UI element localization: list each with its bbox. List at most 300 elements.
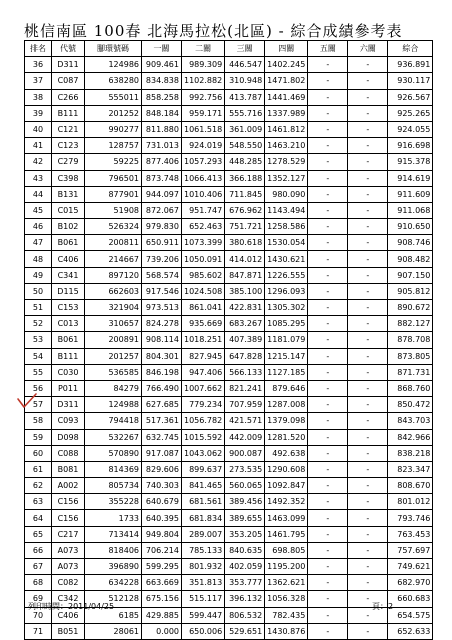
cell-stage5: - bbox=[308, 138, 348, 154]
cell-stage5: - bbox=[308, 607, 348, 623]
cell-code: D115 bbox=[52, 283, 85, 299]
table-row bbox=[25, 559, 433, 575]
cell-ring-number: 570890 bbox=[85, 445, 142, 461]
cell-rank: 45 bbox=[25, 202, 52, 218]
cell-ring-number: 638280 bbox=[85, 73, 142, 89]
table-row bbox=[25, 623, 433, 639]
cell-stage4: 1430.876 bbox=[265, 623, 308, 639]
cell-stage2: 841.465 bbox=[182, 478, 225, 494]
cell-stage1: 650.911 bbox=[142, 235, 182, 251]
cell-rank: 52 bbox=[25, 316, 52, 332]
cell-stage2: 827.945 bbox=[182, 348, 225, 364]
cell-stage2: 1057.293 bbox=[182, 154, 225, 170]
cell-stage3: 751.721 bbox=[225, 219, 265, 235]
table-row bbox=[25, 364, 433, 380]
cell-stage5: - bbox=[308, 267, 348, 283]
cell-overall: 908.746 bbox=[388, 235, 433, 251]
cell-rank: 69 bbox=[25, 591, 52, 607]
cell-stage1: 877.406 bbox=[142, 154, 182, 170]
cell-stage2: 924.019 bbox=[182, 138, 225, 154]
cell-ring-number: 124988 bbox=[85, 397, 142, 413]
cell-stage5: - bbox=[308, 170, 348, 186]
cell-stage6: - bbox=[348, 510, 388, 526]
cell-stage1: 917.546 bbox=[142, 283, 182, 299]
results-table bbox=[24, 40, 433, 640]
cell-ring-number: 555011 bbox=[85, 89, 142, 105]
cell-code: C015 bbox=[52, 202, 85, 218]
cell-stage6: - bbox=[348, 623, 388, 639]
cell-code: B061 bbox=[52, 235, 85, 251]
cell-ring-number: 51908 bbox=[85, 202, 142, 218]
cell-stage3: 707.959 bbox=[225, 397, 265, 413]
cell-ring-number: 124986 bbox=[85, 57, 142, 73]
cell-overall: 930.117 bbox=[388, 73, 433, 89]
cell-ring-number: 877901 bbox=[85, 186, 142, 202]
cell-stage3: 396.132 bbox=[225, 591, 265, 607]
table-row bbox=[25, 121, 433, 137]
cell-overall: 924.055 bbox=[388, 121, 433, 137]
cell-stage3: 353.205 bbox=[225, 526, 265, 542]
cell-ring-number: 526324 bbox=[85, 219, 142, 235]
cell-stage5: - bbox=[308, 332, 348, 348]
header-stage5: 五關 bbox=[308, 41, 348, 57]
cell-stage5: - bbox=[308, 202, 348, 218]
cell-overall: 890.672 bbox=[388, 300, 433, 316]
cell-stage1: 517.361 bbox=[142, 413, 182, 429]
cell-stage1: 740.303 bbox=[142, 478, 182, 494]
cell-stage3: 560.065 bbox=[225, 478, 265, 494]
cell-code: P011 bbox=[52, 380, 85, 396]
cell-rank: 46 bbox=[25, 219, 52, 235]
report-title: 桃信南區 100春 北海馬拉松(北區) - 綜合成績參考表 bbox=[24, 22, 403, 40]
cell-ring-number: 59225 bbox=[85, 154, 142, 170]
cell-overall: 911.068 bbox=[388, 202, 433, 218]
cell-code: C406 bbox=[52, 607, 85, 623]
cell-overall: 936.891 bbox=[388, 57, 433, 73]
header-ring-number: 腳環號碼 bbox=[85, 41, 142, 57]
cell-stage1: 872.067 bbox=[142, 202, 182, 218]
cell-stage2: 899.637 bbox=[182, 461, 225, 477]
cell-stage2: 1073.399 bbox=[182, 235, 225, 251]
cell-rank: 61 bbox=[25, 461, 52, 477]
cell-stage2: 289.007 bbox=[182, 526, 225, 542]
cell-stage1: 858.258 bbox=[142, 89, 182, 105]
table-row bbox=[25, 397, 433, 413]
cell-stage3: 529.651 bbox=[225, 623, 265, 639]
cell-stage2: 681.561 bbox=[182, 494, 225, 510]
cell-stage1: 429.885 bbox=[142, 607, 182, 623]
cell-stage6: - bbox=[348, 202, 388, 218]
cell-ring-number: 794418 bbox=[85, 413, 142, 429]
cell-code: C279 bbox=[52, 154, 85, 170]
table-row bbox=[25, 332, 433, 348]
table-row bbox=[25, 494, 433, 510]
cell-stage2: 1018.251 bbox=[182, 332, 225, 348]
cell-stage4: 879.646 bbox=[265, 380, 308, 396]
cell-stage6: - bbox=[348, 591, 388, 607]
cell-stage1: 909.461 bbox=[142, 57, 182, 73]
cell-stage6: - bbox=[348, 494, 388, 510]
cell-stage5: - bbox=[308, 591, 348, 607]
cell-ring-number: 796501 bbox=[85, 170, 142, 186]
cell-stage1: 640.395 bbox=[142, 510, 182, 526]
cell-stage6: - bbox=[348, 186, 388, 202]
cell-stage3: 676.962 bbox=[225, 202, 265, 218]
cell-stage4: 1362.621 bbox=[265, 575, 308, 591]
cell-ring-number: 818406 bbox=[85, 542, 142, 558]
cell-stage1: 731.013 bbox=[142, 138, 182, 154]
cell-ring-number: 814369 bbox=[85, 461, 142, 477]
cell-rank: 56 bbox=[25, 380, 52, 396]
cell-stage5: - bbox=[308, 283, 348, 299]
table-row bbox=[25, 219, 433, 235]
cell-stage6: - bbox=[348, 73, 388, 89]
cell-stage4: 1287.008 bbox=[265, 397, 308, 413]
table-row bbox=[25, 202, 433, 218]
cell-stage5: - bbox=[308, 542, 348, 558]
cell-stage1: 640.679 bbox=[142, 494, 182, 510]
table-row bbox=[25, 413, 433, 429]
header-stage2: 二關 bbox=[182, 41, 225, 57]
cell-stage4: 1226.555 bbox=[265, 267, 308, 283]
cell-ring-number: 990277 bbox=[85, 121, 142, 137]
cell-stage6: - bbox=[348, 397, 388, 413]
cell-stage1: 846.198 bbox=[142, 364, 182, 380]
cell-ring-number: 84279 bbox=[85, 380, 142, 396]
cell-stage6: - bbox=[348, 364, 388, 380]
cell-code: A073 bbox=[52, 559, 85, 575]
cell-stage5: - bbox=[308, 397, 348, 413]
cell-rank: 49 bbox=[25, 267, 52, 283]
cell-stage3: 414.012 bbox=[225, 251, 265, 267]
cell-rank: 38 bbox=[25, 89, 52, 105]
table-row bbox=[25, 380, 433, 396]
cell-stage3: 446.547 bbox=[225, 57, 265, 73]
cell-stage5: - bbox=[308, 494, 348, 510]
cell-stage3: 422.831 bbox=[225, 300, 265, 316]
cell-stage6: - bbox=[348, 429, 388, 445]
cell-stage6: - bbox=[348, 251, 388, 267]
cell-stage3: 900.087 bbox=[225, 445, 265, 461]
cell-code: B061 bbox=[52, 332, 85, 348]
cell-rank: 42 bbox=[25, 154, 52, 170]
cell-stage6: - bbox=[348, 542, 388, 558]
header-stage4: 四關 bbox=[265, 41, 308, 57]
cell-stage1: 848.184 bbox=[142, 105, 182, 121]
cell-ring-number: 310657 bbox=[85, 316, 142, 332]
cell-stage3: 366.188 bbox=[225, 170, 265, 186]
cell-stage1: 973.513 bbox=[142, 300, 182, 316]
table-row bbox=[25, 267, 433, 283]
cell-ring-number: 536585 bbox=[85, 364, 142, 380]
table-row bbox=[25, 348, 433, 364]
cell-stage3: 310.948 bbox=[225, 73, 265, 89]
cell-ring-number: 1733 bbox=[85, 510, 142, 526]
cell-stage1: 944.097 bbox=[142, 186, 182, 202]
table-row bbox=[25, 138, 433, 154]
cell-stage4: 1305.302 bbox=[265, 300, 308, 316]
cell-stage6: - bbox=[348, 235, 388, 251]
cell-rank: 63 bbox=[25, 494, 52, 510]
cell-code: C087 bbox=[52, 73, 85, 89]
table-row bbox=[25, 300, 433, 316]
cell-code: C266 bbox=[52, 89, 85, 105]
cell-stage4: 492.638 bbox=[265, 445, 308, 461]
cell-overall: 652.633 bbox=[388, 623, 433, 639]
cell-stage3: 711.845 bbox=[225, 186, 265, 202]
cell-stage5: - bbox=[308, 413, 348, 429]
cell-overall: 908.482 bbox=[388, 251, 433, 267]
cell-stage2: 1024.508 bbox=[182, 283, 225, 299]
table-row bbox=[25, 445, 433, 461]
cell-stage5: - bbox=[308, 380, 348, 396]
cell-overall: 843.703 bbox=[388, 413, 433, 429]
cell-stage3: 380.618 bbox=[225, 235, 265, 251]
cell-stage4: 1530.054 bbox=[265, 235, 308, 251]
table-row bbox=[25, 73, 433, 89]
table-row bbox=[25, 478, 433, 494]
cell-stage4: 1337.989 bbox=[265, 105, 308, 121]
cell-stage3: 273.535 bbox=[225, 461, 265, 477]
cell-code: C088 bbox=[52, 445, 85, 461]
cell-stage5: - bbox=[308, 445, 348, 461]
cell-stage5: - bbox=[308, 154, 348, 170]
cell-ring-number: 214667 bbox=[85, 251, 142, 267]
cell-ring-number: 28061 bbox=[85, 623, 142, 639]
cell-stage1: 804.301 bbox=[142, 348, 182, 364]
header-code: 代號 bbox=[52, 41, 85, 57]
cell-stage3: 353.777 bbox=[225, 575, 265, 591]
cell-ring-number: 805734 bbox=[85, 478, 142, 494]
cell-stage3: 548.550 bbox=[225, 138, 265, 154]
cell-rank: 59 bbox=[25, 429, 52, 445]
cell-ring-number: 355228 bbox=[85, 494, 142, 510]
cell-ring-number: 396890 bbox=[85, 559, 142, 575]
cell-stage3: 413.787 bbox=[225, 89, 265, 105]
cell-rank: 57 bbox=[25, 397, 52, 413]
cell-stage3: 840.635 bbox=[225, 542, 265, 558]
cell-stage4: 1258.586 bbox=[265, 219, 308, 235]
header-stage1: 一關 bbox=[142, 41, 182, 57]
cell-overall: 838.218 bbox=[388, 445, 433, 461]
cell-stage4: 1463.210 bbox=[265, 138, 308, 154]
cell-rank: 70 bbox=[25, 607, 52, 623]
cell-stage1: 739.206 bbox=[142, 251, 182, 267]
cell-stage1: 599.295 bbox=[142, 559, 182, 575]
cell-stage2: 652.463 bbox=[182, 219, 225, 235]
cell-stage5: - bbox=[308, 73, 348, 89]
cell-stage1: 824.278 bbox=[142, 316, 182, 332]
print-time: 列印時間：2011/04/25 bbox=[28, 602, 115, 611]
cell-code: C121 bbox=[52, 121, 85, 137]
cell-rank: 41 bbox=[25, 138, 52, 154]
cell-rank: 50 bbox=[25, 283, 52, 299]
cell-code: C123 bbox=[52, 138, 85, 154]
cell-stage2: 1066.413 bbox=[182, 170, 225, 186]
cell-overall: 925.265 bbox=[388, 105, 433, 121]
cell-overall: 911.609 bbox=[388, 186, 433, 202]
table-header-row bbox=[25, 41, 433, 57]
cell-stage5: - bbox=[308, 300, 348, 316]
cell-stage5: - bbox=[308, 89, 348, 105]
cell-stage6: - bbox=[348, 559, 388, 575]
cell-stage5: - bbox=[308, 219, 348, 235]
cell-stage1: 917.087 bbox=[142, 445, 182, 461]
cell-overall: 850.472 bbox=[388, 397, 433, 413]
cell-stage3: 385.100 bbox=[225, 283, 265, 299]
cell-rank: 47 bbox=[25, 235, 52, 251]
cell-stage4: 1463.099 bbox=[265, 510, 308, 526]
cell-stage4: 1402.245 bbox=[265, 57, 308, 73]
cell-stage5: - bbox=[308, 461, 348, 477]
cell-stage1: 829.606 bbox=[142, 461, 182, 477]
cell-rank: 67 bbox=[25, 559, 52, 575]
cell-stage1: 834.838 bbox=[142, 73, 182, 89]
cell-stage4: 1195.200 bbox=[265, 559, 308, 575]
cell-stage4: 1181.079 bbox=[265, 332, 308, 348]
cell-stage3: 407.389 bbox=[225, 332, 265, 348]
cell-stage2: 935.669 bbox=[182, 316, 225, 332]
cell-code: C156 bbox=[52, 510, 85, 526]
cell-overall: 793.746 bbox=[388, 510, 433, 526]
cell-stage2: 992.756 bbox=[182, 89, 225, 105]
table-row bbox=[25, 526, 433, 542]
cell-overall: 823.347 bbox=[388, 461, 433, 477]
cell-overall: 842.966 bbox=[388, 429, 433, 445]
cell-stage6: - bbox=[348, 219, 388, 235]
cell-stage2: 1010.406 bbox=[182, 186, 225, 202]
cell-stage6: - bbox=[348, 121, 388, 137]
cell-stage2: 1102.882 bbox=[182, 73, 225, 89]
cell-overall: 682.970 bbox=[388, 575, 433, 591]
cell-stage6: - bbox=[348, 267, 388, 283]
cell-code: C398 bbox=[52, 170, 85, 186]
table-body bbox=[25, 57, 433, 640]
cell-ring-number: 512128 bbox=[85, 591, 142, 607]
cell-code: C013 bbox=[52, 316, 85, 332]
cell-stage6: - bbox=[348, 170, 388, 186]
cell-ring-number: 200811 bbox=[85, 235, 142, 251]
cell-stage1: 979.830 bbox=[142, 219, 182, 235]
cell-stage2: 947.406 bbox=[182, 364, 225, 380]
cell-stage5: - bbox=[308, 121, 348, 137]
cell-overall: 763.453 bbox=[388, 526, 433, 542]
cell-stage5: - bbox=[308, 235, 348, 251]
cell-rank: 71 bbox=[25, 623, 52, 639]
cell-stage4: 1215.147 bbox=[265, 348, 308, 364]
cell-stage5: - bbox=[308, 105, 348, 121]
cell-code: B111 bbox=[52, 105, 85, 121]
cell-rank: 58 bbox=[25, 413, 52, 429]
cell-stage6: - bbox=[348, 380, 388, 396]
cell-stage5: - bbox=[308, 429, 348, 445]
cell-stage4: 1441.469 bbox=[265, 89, 308, 105]
cell-stage6: - bbox=[348, 300, 388, 316]
cell-stage4: 1127.185 bbox=[265, 364, 308, 380]
cell-code: D311 bbox=[52, 397, 85, 413]
cell-ring-number: 897120 bbox=[85, 267, 142, 283]
cell-stage3: 421.571 bbox=[225, 413, 265, 429]
cell-stage2: 951.747 bbox=[182, 202, 225, 218]
cell-stage4: 1430.621 bbox=[265, 251, 308, 267]
cell-code: D311 bbox=[52, 57, 85, 73]
cell-stage1: 568.574 bbox=[142, 267, 182, 283]
cell-code: B102 bbox=[52, 219, 85, 235]
cell-stage3: 821.241 bbox=[225, 380, 265, 396]
cell-overall: 882.127 bbox=[388, 316, 433, 332]
cell-stage5: - bbox=[308, 510, 348, 526]
cell-stage3: 389.655 bbox=[225, 510, 265, 526]
cell-ring-number: 532267 bbox=[85, 429, 142, 445]
cell-stage6: - bbox=[348, 316, 388, 332]
cell-stage1: 675.156 bbox=[142, 591, 182, 607]
cell-stage4: 1281.520 bbox=[265, 429, 308, 445]
cell-code: C093 bbox=[52, 413, 85, 429]
cell-stage2: 1007.662 bbox=[182, 380, 225, 396]
table-row bbox=[25, 283, 433, 299]
cell-stage3: 389.456 bbox=[225, 494, 265, 510]
cell-stage2: 785.133 bbox=[182, 542, 225, 558]
cell-stage2: 959.171 bbox=[182, 105, 225, 121]
cell-stage6: - bbox=[348, 461, 388, 477]
cell-stage5: - bbox=[308, 364, 348, 380]
table-row bbox=[25, 154, 433, 170]
cell-stage2: 1056.782 bbox=[182, 413, 225, 429]
table-row bbox=[25, 429, 433, 445]
table-row bbox=[25, 251, 433, 267]
cell-stage2: 989.309 bbox=[182, 57, 225, 73]
cell-ring-number: 201252 bbox=[85, 105, 142, 121]
cell-overall: 910.650 bbox=[388, 219, 433, 235]
cell-ring-number: 128757 bbox=[85, 138, 142, 154]
cell-code: B051 bbox=[52, 623, 85, 639]
cell-stage4: 1461.812 bbox=[265, 121, 308, 137]
cell-stage2: 351.813 bbox=[182, 575, 225, 591]
cell-code: C153 bbox=[52, 300, 85, 316]
checkmark-icon bbox=[16, 392, 38, 410]
cell-stage1: 766.490 bbox=[142, 380, 182, 396]
cell-stage2: 650.006 bbox=[182, 623, 225, 639]
table-row bbox=[25, 89, 433, 105]
cell-ring-number: 713414 bbox=[85, 526, 142, 542]
cell-stage4: 1492.352 bbox=[265, 494, 308, 510]
cell-stage5: - bbox=[308, 559, 348, 575]
cell-rank: 68 bbox=[25, 575, 52, 591]
table-row bbox=[25, 542, 433, 558]
cell-rank: 40 bbox=[25, 121, 52, 137]
cell-stage5: - bbox=[308, 186, 348, 202]
table-row bbox=[25, 316, 433, 332]
cell-stage3: 806.532 bbox=[225, 607, 265, 623]
cell-stage6: - bbox=[348, 575, 388, 591]
table-row bbox=[25, 235, 433, 251]
cell-overall: 868.760 bbox=[388, 380, 433, 396]
cell-stage4: 698.805 bbox=[265, 542, 308, 558]
cell-ring-number: 634228 bbox=[85, 575, 142, 591]
cell-rank: 64 bbox=[25, 510, 52, 526]
cell-stage1: 949.804 bbox=[142, 526, 182, 542]
cell-stage2: 1050.091 bbox=[182, 251, 225, 267]
cell-ring-number: 321904 bbox=[85, 300, 142, 316]
cell-stage6: - bbox=[348, 413, 388, 429]
cell-overall: 749.621 bbox=[388, 559, 433, 575]
cell-rank: 36 bbox=[25, 57, 52, 73]
cell-stage5: - bbox=[308, 348, 348, 364]
cell-rank: 48 bbox=[25, 251, 52, 267]
page-number: 頁：2 bbox=[372, 602, 394, 611]
cell-code: A002 bbox=[52, 478, 85, 494]
cell-stage6: - bbox=[348, 445, 388, 461]
